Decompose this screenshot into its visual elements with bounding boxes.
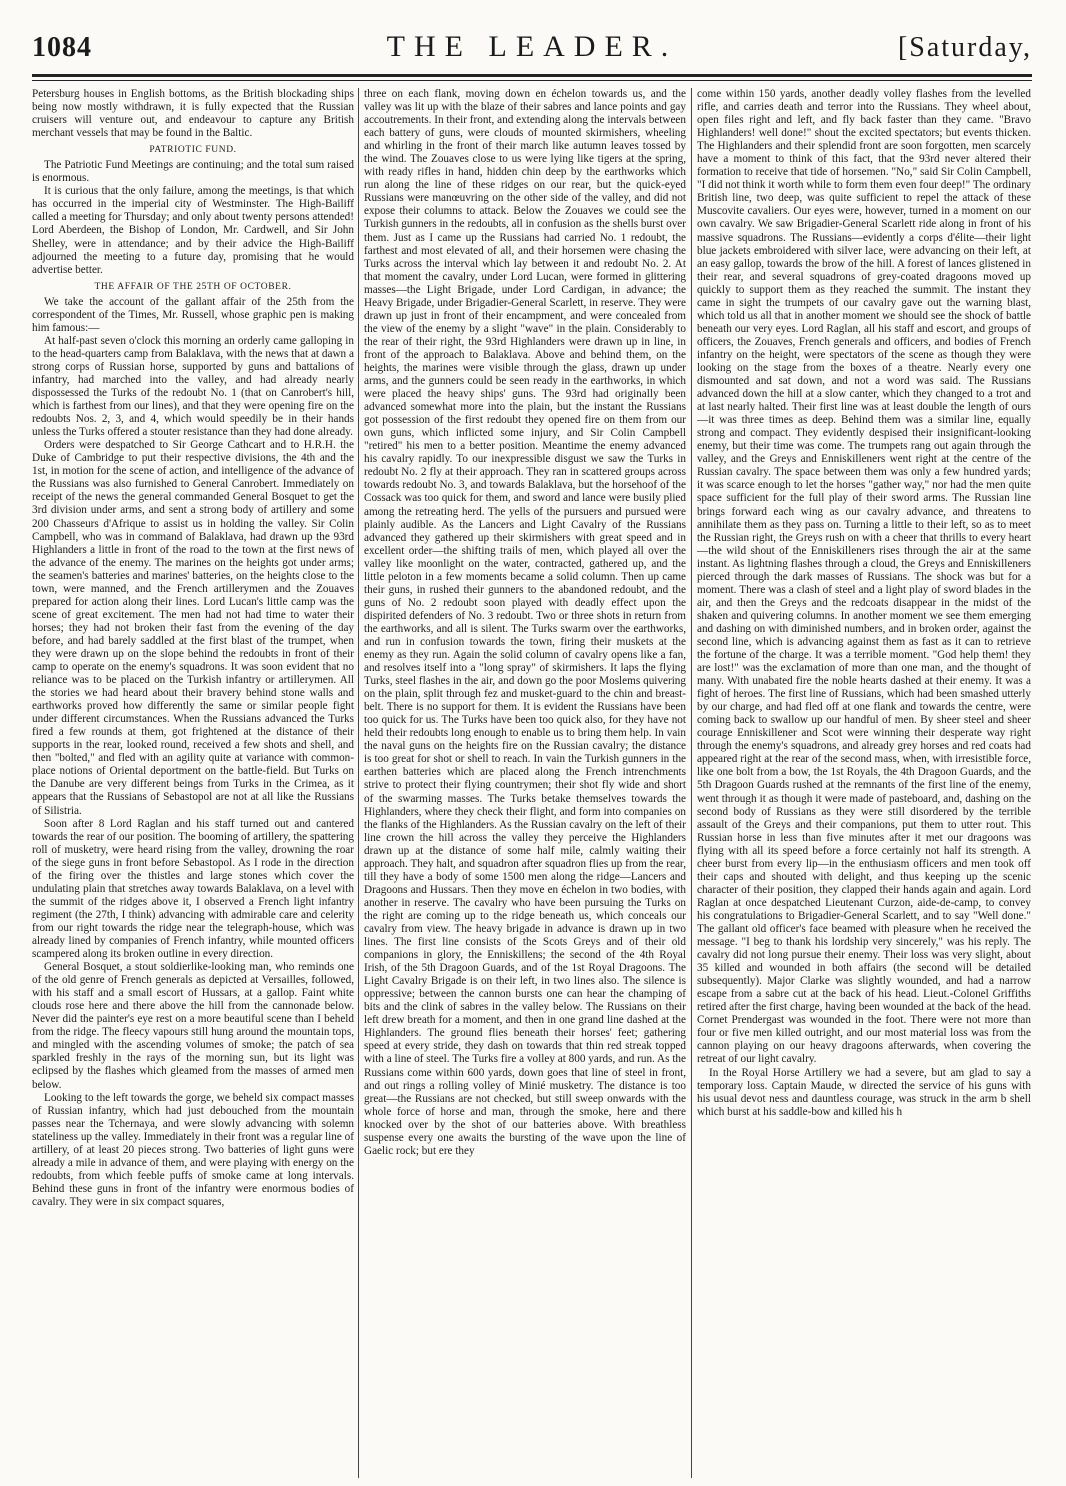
page-number: 1084 xyxy=(32,32,92,63)
paragraph: Orders were despatched to Sir George Cathcart and to H.R.H. the Duke of Cambridge to put their respective divisions, the 4th and the 1st, in motion for the scene of action, and intelligence of the advance of the Russians was also furnished to General Canrobert. Immediately on receipt of the news the general commanded General Bosquet to get the 3rd division under arms, and sent a strong body of artillery and some 200 Chasseurs d'Afrique to assist us in holding the valley. Sir Colin Campbell, who was in command of Balaklava, had drawn up the 93rd Highlanders a little in front of the road to the town at the first news of the advance of the enemy. The marines on the heights got under arms; the seamen's batteries and marines' batteries, on the heights close to the town, were manned, and the French artillerymen and the Zouaves prepared for action along their lines. Lord Lucan's little camp was the scene of great excitement. The men had not had time to water their horses; they had not broken their fast from the evening of the day before, and had barely saddled at the first blast of the trumpet, when they were drawn up on the slope behind the redoubts in front of their camp to operate on the enemy's squadrons. It was soon evident that no reliance was to be placed on the Turkish infantry or artillerymen. All the stories we had heard about their bravery behind stone walls and earthworks proved how differently the same or similar people fight under different circumstances. When the Russians advanced the Turks fired a few rounds at them, got frightened at the distance of their supports in the rear, looked round, received a few shots and shell, and then "bolted," and fled with an agility quite at variance with common-place notions of Oriental deportment on the battle-field. But Turks on the Danube are very different beings from Turks in the Crimea, as it appears that the Russians of Sebastopol are not at all like the Russians of Silistria. xyxy=(32,439,354,817)
section-heading: PATRIOTIC FUND. xyxy=(149,145,237,156)
masthead-title: THE LEADER. xyxy=(386,30,678,63)
header-rule-thin xyxy=(32,80,1032,81)
column-2 xyxy=(364,88,686,1478)
column-divider xyxy=(358,88,359,1478)
section-heading: THE AFFAIR OF THE 25TH OF OCTOBER. xyxy=(94,281,292,292)
paragraph: In the Royal Horse Artillery we had a severe, but am glad to say a temporary loss. Captain Maude, w directed the service of his guns with his usual devot ness and dauntless courage, was struck in the arm b shell which burst at his saddle-bow and killed his h xyxy=(697,1066,1031,1118)
paragraph: We take the account of the gallant affair of the 25th from the correspondent of the Times, Mr. Russell, whose graphic pen is making him famous:— xyxy=(32,295,354,334)
page-header xyxy=(32,30,1032,70)
column-1 xyxy=(32,88,354,1478)
paragraph: Looking to the left towards the gorge, we beheld six compact masses of Russian infantry, which had just debouched from the mountain passes near the Tchernaya, and were slowly advancing with solemn stateliness up the valley. Immediately in their front was a regular line of artillery, of at least 20 pieces strong. Two batteries of light guns were already a mile in advance of them, and were playing with energy on the redoubts, from which feeble puffs of smoke came at long intervals. Behind these guns in front of the infantry were enormous bodies of cavalry. They were in six compact squares, xyxy=(32,1091,354,1208)
paragraph: General Bosquet, a stout soldierlike-looking man, who reminds one of the old genre of French generals as depicted at Versailles, followed, with his staff and a small escort of Hussars, at a gallop. Faint white clouds rose here and there above the hill from the cannonade below. Never did the painter's eye rest on a more beautiful scene than I beheld from the ridge. The fleecy vapours still hung around the mountain tops, and mingled with the ascending volumes of smoke; the patch of sea sparkled freshly in the rays of the morning sun, but its light was eclipsed by the flashes which gleamed from the masses of armed men below. xyxy=(32,961,354,1091)
paragraph: come within 150 yards, another deadly volley flashes from the levelled rifle, and carries death and terror into the Russians. They wheel about, open files right and left, and fly back faster than they came. "Bravo Highlanders! well done!" shout the excited spectators; but events thicken. The Highlanders and their splendid front are soon forgotten, men scarcely have a moment to think of this fact, that the 93rd never altered their formation to receive that tide of horsemen. "No," said Sir Colin Campbell, "I did not think it worth while to form them even four deep!" The ordinary British line, two deep, was quite sufficient to repel the attack of these Muscovite cavaliers. Our eyes were, however, turned in a moment on our own cavalry. We saw Brigadier-General Scarlett ride along in front of his massive squadrons. The Russians—evidently a corps d'élite—their light blue jackets embroidered with silver lace, were advancing on their left, at an easy gallop, towards the brow of the hill. A forest of lances glistened in their rear, and several squadrons of grey-coated dragoons moved up quickly to support them as they reached the summit. The instant they came in sight the trumpets of our cavalry gave out the warning blast, which told us all that in another moment we should see the shock of battle beneath our very eyes. Lord Raglan, all his staff and escort, and groups of officers, the Zouaves, French generals and officers, and bodies of French infantry on the height, were spectators of the scene as though they were looking on the stage from the boxes of a theatre. Nearly every one dismounted and sat down, and not a word was said. The Russians advanced down the hill at a slow canter, which they changed to a trot and at last nearly halted. Their first line was at least double the length of ours—it was three times as deep. Behind them was a similar line, equally strong and compact. They evidently despised their insignificant-looking enemy, but their time was come. The trumpets rang out again through the valley, and the Greys and Enniskilleners went right at the centre of the Russian cavalry. The space between them was only a few hundred yards; it was scarce enough to let the horses "gather way," nor had the men quite space sufficient for the full play of their sword arms. The Russian line brings forward each wing as our cavalry advance, and threatens to annihilate them as they pass on. Turning a little to their left, so as to meet the Russian right, the Greys rush on with a cheer that thrills to every heart—the wild shout of the Enniskilleners rises through the air at the same instant. As lightning flashes through a cloud, the Greys and Enniskilleners pierced through the dark masses of Russians. The shock was but for a moment. There was a clash of steel and a light play of sword blades in the air, and then the Greys and the redcoats disappear in the midst of the shaken and quivering columns. In another moment we see them emerging and dashing on with diminished numbers, and in broken order, against the second line, which is advancing against them as fast as it can to retrieve the fortune of the charge. It was a terrible moment. "God help them! they are lost!" was the exclamation of more than one man, and the thought of many. With unabated fire the noble hearts dashed at their enemy. It was a fight of heroes. The first line of Russians, which had been smashed utterly by our charge, and had fled off at one flank and towards the centre, were coming back to swallow up our handful of men. By sheer steel and sheer courage Enniskillener and Scot were winning their desperate way right through the enemy's squadrons, and already grey horses and red coats had appeared right at the rear of the second mass, when, with irresistible force, like one bolt from a bow, the 1st Royals, the 4th Dragoon Guards, and the 5th Dragoon Guards rushed at the remnants of the first line of the enemy, went through it as though it were made of pasteboard, and, dashing on the second body of Russians as they were still disordered by the terrible assault of the Greys and their companions, put them to utter rout. This Russian horse in less than five minutes after it met our dragoons was flying with all its speed before a force certainly not half its strength. A cheer burst from every lip—in the enthusiasm officers and men took off their caps and shouted with delight, and thus keeping up the scenic character of their position, they clapped their hands again and again. Lord Raglan at once despatched Lieutenant Curzon, aide-de-camp, to convey his congratulations to Brigadier-General Scarlett, and to say "Well done." The gallant old officer's face beamed with pleasure when he received the message. "I beg to thank his lordship very sincerely," was his reply. The cavalry did not long pursue their enemy. Their loss was very slight, about 35 killed and wounded in both affairs (the second will be detailed subsequently). Major Clarke was slightly wounded, and had a narrow escape from a sabre cut at the back of his head. Lieut.-Colonel Griffiths retired after the first charge, having been wounded at the back of the head. Cornet Prendergast was wounded in the foot. There were not more than four or five men killed outright, and our most material loss was from the cannon playing on our heavy dragoons afterwards, when covering the retreat of our light cavalry. xyxy=(697,88,1031,1066)
column-divider xyxy=(691,88,692,1478)
column-3 xyxy=(697,88,1031,1478)
issue-date-fragment: [Saturday, xyxy=(897,32,1032,63)
paragraph: It is curious that the only failure, among the meetings, is that which has occurred in the imperial city of Westminster. The High-Bailiff called a meeting for Thursday; and only about twenty persons attended! Lord Aberdeen, the Bishop of London, Mr. Cardwell, and Sir John Shelley, were in attendance; and by their advice the High-Bailiff adjourned the meeting to a future day, promising that he would advertise better. xyxy=(32,185,354,276)
paragraph: three on each flank, moving down en échelon towards us, and the valley was lit up with the blaze of their sabres and lance points and gay accoutrements. In their front, and extending along the intervals between each battery of guns, were clouds of mounted skirmishers, wheeling and whirling in the front of their march like autumn leaves tossed by the wind. The Zouaves close to us were lying like tigers at the spring, with ready rifles in hand, hidden chin deep by the earthworks which run along the line of these ridges on our rear, but the quick-eyed Russians were manœuvring on the other side of the valley, and did not expose their columns to attack. Below the Zouaves we could see the Turkish gunners in the redoubts, all in confusion as the shells burst over them. Just as I came up the Russians had carried No. 1 redoubt, the farthest and most elevated of all, and their horsemen were chasing the Turks across the interval which lay between it and redoubt No. 2. At that moment the cavalry, under Lord Lucan, were formed in glittering masses—the Light Brigade, under Lord Cardigan, in advance; the Heavy Brigade, under Brigadier-General Scarlett, in reserve. They were drawn up just in front of their encampment, and were concealed from the view of the enemy by a slight "wave" in the plain. Considerably to the rear of their right, the 93rd Highlanders were drawn up in line, in front of the approach to Balaklava. Above and behind them, on the heights, the marines were visible through the glass, drawn up under arms, and the gunners could be seen ready in the earthworks, in which were placed the heavy ships' guns. The 93rd had originally been advanced somewhat more into the plain, but the instant the Russians got possession of the first redoubt they opened fire on them from our own guns, which inflicted some injury, and Sir Colin Campbell "retired" his men to a better position. Meantime the enemy advanced his cavalry rapidly. To our inexpressible disgust we saw the Turks in redoubt No. 2 fly at their approach. They ran in scattered groups across towards redoubt No. 3, and towards Balaklava, but the horsehoof of the Cossack was too quick for them, and sword and lance were busily plied among the retreating herd. The yells of the pursuers and pursued were plainly audible. As the Lancers and Light Cavalry of the Russians advanced they gathered up their skirmishers with great speed and in excellent order—the shifting trails of men, which played all over the valley like moonlight on the water, contracted, gathered up, and the little peloton in a few moments became a solid column. Then up came their guns, in rushed their gunners to the abandoned redoubt, and the guns of No. 2 redoubt soon played with deadly effect upon the dispirited defenders of No. 3 redoubt. Two or three shots in return from the earthworks, and all is silent. The Turks swarm over the earthworks, and run in confusion towards the town, firing their muskets at the enemy as they run. Again the solid column of cavalry opens like a fan, and resolves itself into a "long spray" of skirmishers. It laps the flying Turks, steel flashes in the air, and down go the poor Moslems quivering on the plain, split through fez and musket-guard to the chin and breast-belt. There is no support for them. It is evident the Russians have been too quick for us. The Turks have been too quick also, for they have not held their redoubts long enough to enable us to bring them help. In vain the naval guns on the heights fire on the Russian cavalry; the distance is too great for shot or shell to reach. In vain the Turkish gunners in the earthen batteries which are placed along the French intrenchments strive to protect their flying countrymen; their shot fly wide and short of the swarming masses. The Turks betake themselves towards the Highlanders, where they check their flight, and form into companies on the flanks of the Highlanders. As the Russian cavalry on the left of their line crown the hill across the valley they perceive the Highlanders drawn up at the distance of some half mile, calmly waiting their approach. They halt, and squadron after squadron flies up from the rear, till they have a body of some 1500 men along the ridge—Lancers and Dragoons and Hussars. Then they move en échelon in two bodies, with another in reserve. The cavalry who have been pursuing the Turks on the right are coming up to the ridge beneath us, which conceals our cavalry from view. The heavy brigade in advance is drawn up in two lines. The first line consists of the Scots Greys and of their old companions in glory, the Enniskillens; the second of the 4th Royal Irish, of the 5th Dragoon Guards, and of the 1st Royal Dragoons. The Light Cavalry Brigade is on their left, in two lines also. The silence is oppressive; between the cannon bursts one can hear the champing of bits and the clink of sabres in the valley below. The Russians on their left drew breath for a moment, and then in one grand line dashed at the Highlanders. The ground flies beneath their horses' feet; gathering speed at every stride, they dash on towards that thin red streak topped with a line of steel. The Turks fire a volley at 800 yards, and run. As the Russians come within 600 yards, down goes that line of steel in front, and out rings a rolling volley of Minié musketry. The distance is too great—the Russians are not checked, but still sweep onwards with the whole force of horse and man, through the smoke, here and there knocked over by the shot of our batteries above. With breathless suspense every one awaits the bursting of the wave upon the line of Gaelic rock; but ere they xyxy=(364,88,686,1157)
paragraph: At half-past seven o'clock this morning an orderly came galloping in to the head-quarters camp from Balaklava, with the news that at dawn a strong corps of Russian horse, supported by guns and battalions of infantry, had marched into the valley, and had already nearly dispossessed the Turks of the redoubt No. 1 (that on Canrobert's hill, which is farthest from our lines), and that they were opening fire on the redoubts Nos. 2, 3, and 4, which would speedily be in their hands unless the Turks offered a stouter resistance than they had done already. xyxy=(32,334,354,439)
paragraph: The Patriotic Fund Meetings are continuing; and the total sum raised is enormous. xyxy=(32,159,354,185)
paragraph: Soon after 8 Lord Raglan and his staff turned out and cantered towards the rear of our position. The booming of artillery, the spattering roll of musketry, were heard rising from the valley, drowning the roar of the siege guns in front before Sebastopol. As I rode in the direction of the firing over the thistles and large stones which cover the undulating plain that stretches away towards Balaklava, on a level with the summit of the ridges above it, I observed a French light infantry regiment (the 27th, I think) advancing with admirable care and celerity from our right towards the ridge near the telegraph-house, which was already lined by companies of French infantry, while mounted officers scampered along its broken outline in every direction. xyxy=(32,817,354,961)
header-rule-thick xyxy=(32,74,1032,77)
paragraph: Petersburg houses in English bottoms, as the British blockading ships being now mostly withdrawn, it is fully expected that the Russian cruisers will venture out, and endeavour to capture any British merchant vessels that may be found in the Baltic. xyxy=(32,88,354,140)
